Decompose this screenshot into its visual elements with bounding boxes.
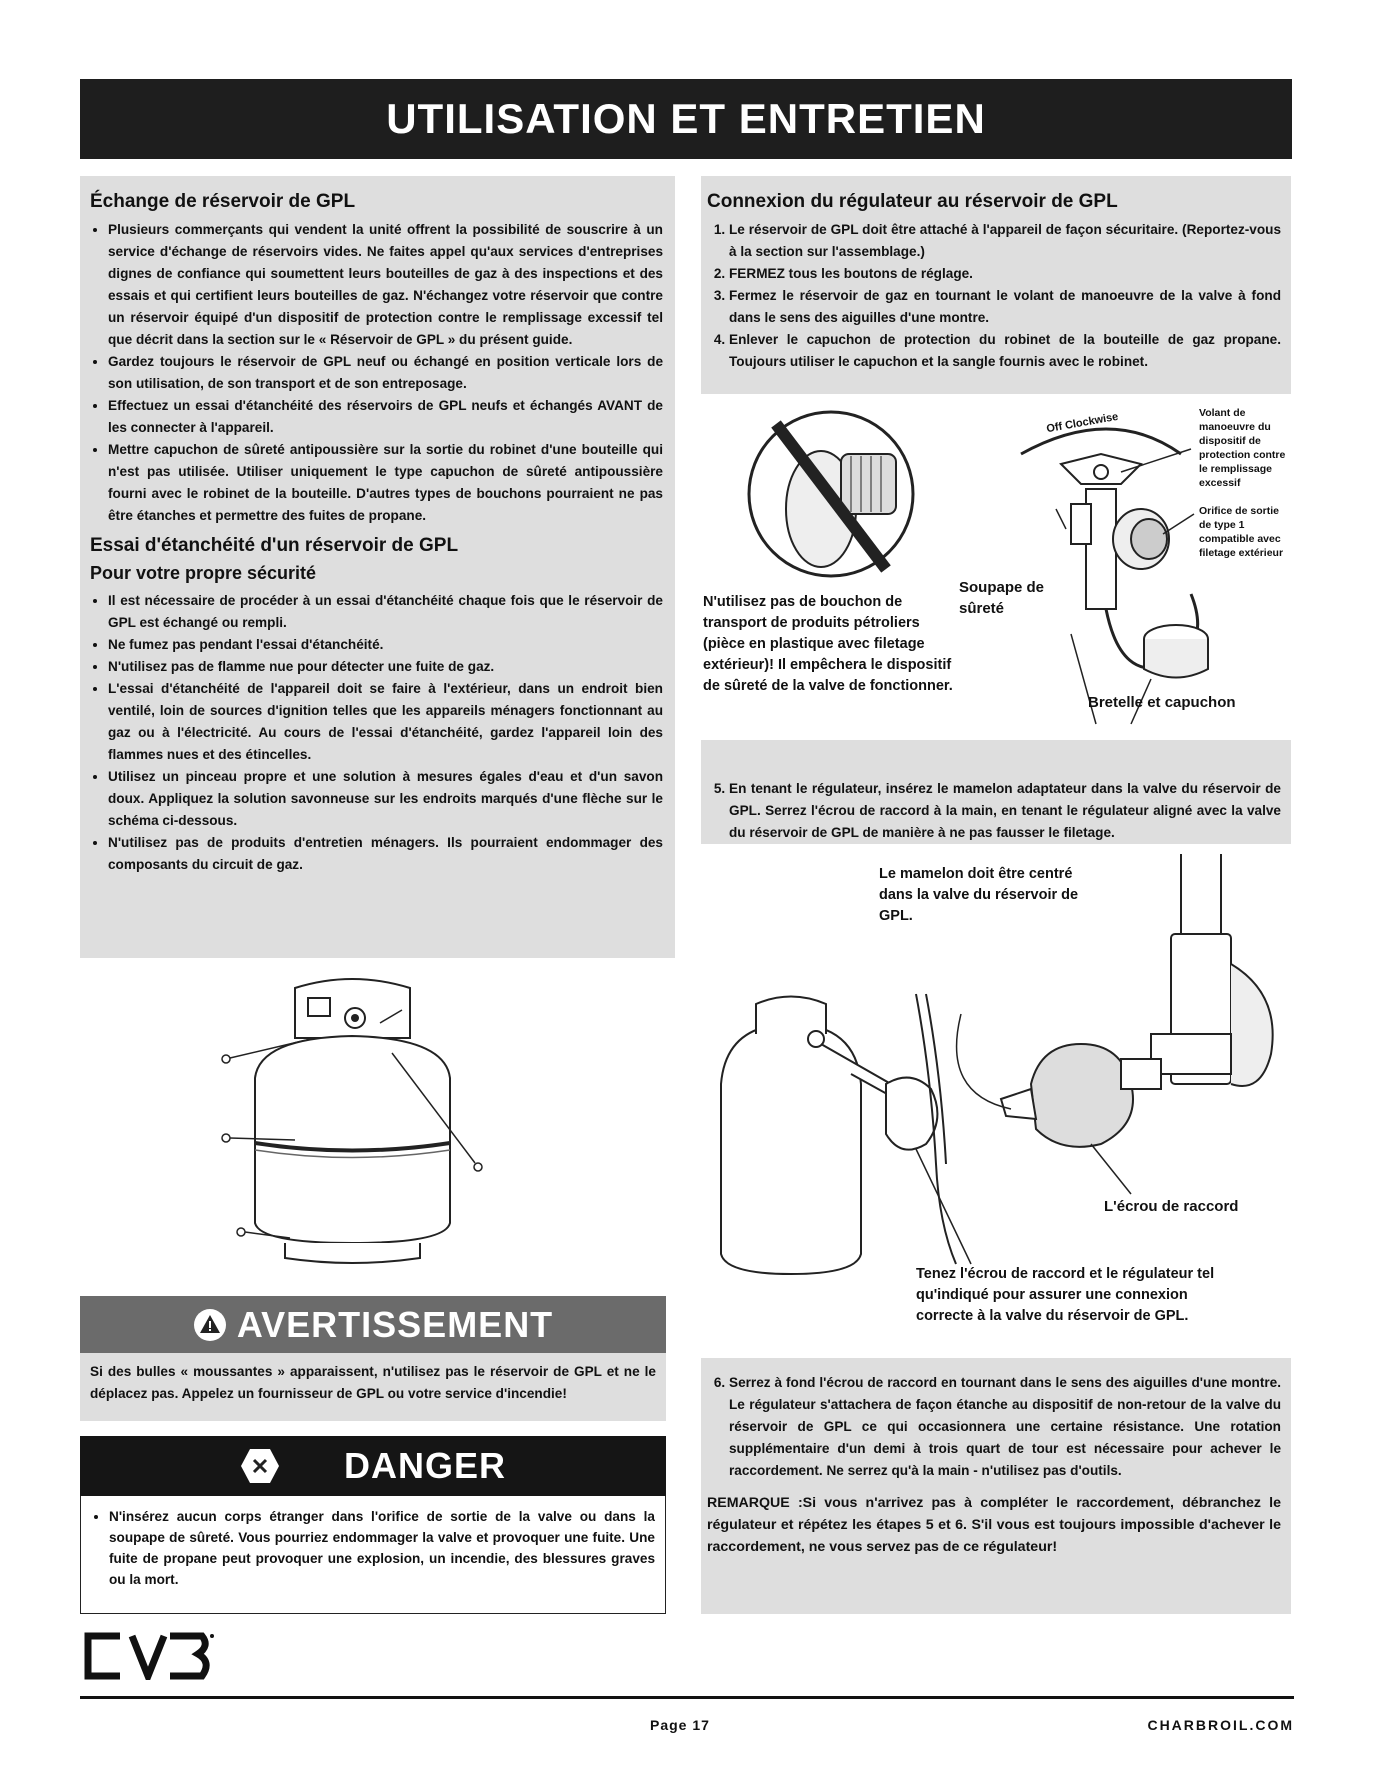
regulator-connection-panel bbox=[701, 176, 1291, 394]
nipple-caption: Le mamelon doit être centré dans la valve du réservoir de GPL. bbox=[879, 866, 1079, 924]
outlet-label: Orifice de sortie de type 1 compatible avec filetage extérieur bbox=[1199, 505, 1284, 559]
off-clockwise-label: Off Clockwise bbox=[1045, 410, 1120, 436]
regulator-figure bbox=[701, 844, 1294, 1358]
warning-icon bbox=[193, 1308, 227, 1342]
danger-banner bbox=[80, 1436, 666, 1496]
step5-list bbox=[707, 778, 1281, 844]
website-link[interactable]: CHARBROIL.COM bbox=[1147, 1717, 1294, 1733]
footer-divider bbox=[80, 1696, 1294, 1699]
list-item: 5. En tenant le régulateur, insérez le mamelon adaptateur dans la valve du réservoir de GPL. Serrez l'écrou de raccord à la main, en tenant le régulateur aligné avec la valve du réservoir de GPL de manière à ne pas fausser le filetage. bbox=[729, 778, 1281, 844]
list-item: • Mettre capuchon de sûreté antipoussière sur la sortie du robinet d'une bouteille qui n'est pas utilisée. Utiliser uniquement le type capuchon de sûreté antipoussière fourni avec le robinet de la bouteille. D'autres types de bouchons pourraient ne pas être étanches et permettre des fuites de propane. bbox=[108, 439, 663, 527]
step6-panel bbox=[701, 1358, 1291, 1614]
list-item: • Gardez toujours le réservoir de GPL neuf ou échangé en position verticale lors de son utilisation, de son transport et de son entreposage. bbox=[108, 351, 663, 395]
brand-logo bbox=[80, 1632, 220, 1680]
list-item: • N'utilisez pas de produits d'entretien ménagers. Ils pourraient endommager des composants du circuit de gaz. bbox=[108, 832, 663, 876]
danger-text: • N'insérez aucun corps étranger dans l'orifice de sortie de la valve ou dans la soupape de sûreté. Vous pourriez endommager la valve et provoquer une fuite. Une fuite de propane peut provoquer une explosion, un incendie, des blessures graves ou la mort. bbox=[109, 1506, 655, 1590]
leak-test-list bbox=[90, 590, 663, 876]
connection-title: Connexion du régulateur au réservoir de GPL bbox=[707, 191, 1118, 212]
remark-text: REMARQUE :Si vous n'arrivez pas à compléter le raccordement, débranchez le régulateur et répétez les étapes 5 et 6. S'il vous est toujours impossible d'achever le raccordement, ne vous servez pas de ce régulateur! bbox=[707, 1495, 1281, 1555]
page-number: Page 17 bbox=[650, 1717, 710, 1733]
list-item: • N'utilisez pas de flamme nue pour détecter une fuite de gaz. bbox=[108, 656, 663, 678]
strap-cap-label: Bretelle et capuchon bbox=[1088, 694, 1236, 711]
list-item: • Effectuez un essai d'étanchéité des réservoirs de GPL neufs et échangés AVANT de les connecter à l'appareil. bbox=[108, 395, 663, 439]
lpg-exchange-panel bbox=[80, 176, 675, 958]
tank-illustration-panel bbox=[80, 958, 675, 1276]
list-item: 4. Enlever le capuchon de protection du robinet de la bouteille de gaz propane. Toujours utiliser le capuchon et la sangle fournis avec le robinet. bbox=[729, 329, 1281, 373]
list-item: • Utilisez un pinceau propre et une solution à mesures égales d'eau et d'un savon doux. Appliquez la solution savonneuse sur les endroits marqués d'une flèche sur le schéma ci-dessous. bbox=[108, 766, 663, 832]
connection-steps bbox=[707, 219, 1281, 373]
list-item: 6. Serrez à fond l'écrou de raccord en tournant dans le sens des aiguilles d'une montre. Le régulateur s'attachera de façon étanche au dispositif de non-retour de la valve du réservoir de GPL ce qui occasionnera une certaine résistance. Une rotation supplémentaire d'un demi à trois quart de tour est nécessaire pour achever le raccordement. Ne serrez qu'à la main - n'utilisez pas d'outils. bbox=[729, 1372, 1281, 1482]
danger-icon bbox=[240, 1446, 280, 1486]
hold-caption: Tenez l'écrou de raccord et le régulateur tel qu'indiqué pour assurer une connexion correcte à la valve du réservoir de GPL. bbox=[916, 1266, 1215, 1324]
warning-label: AVERTISSEMENT bbox=[236, 1303, 554, 1345]
step5-panel bbox=[701, 740, 1291, 844]
warning-text-box bbox=[80, 1353, 666, 1421]
list-item: 2. FERMEZ tous les boutons de réglage. bbox=[729, 263, 1281, 285]
danger-label: DANGER bbox=[343, 1445, 506, 1486]
propane-tank-illustration bbox=[80, 958, 675, 1276]
list-item: • Il est nécessaire de procéder à un essai d'étanchéité chaque fois que le réservoir de GPL est échangé ou rempli. bbox=[108, 590, 663, 634]
page-title: UTILISATION ET ENTRETIEN bbox=[80, 79, 1292, 159]
handwheel-label: Volant de manoeuvre du dispositif de protection contre le remplissage excessif bbox=[1199, 407, 1286, 489]
no-plug-caption: N'utilisez pas de bouchon de transport de produits pétroliers (pièce en plastique avec filetage extérieur)! Il empêchera le dispositif de sûreté de la valve de fonctionner. bbox=[703, 594, 953, 694]
exchange-title: Échange de réservoir de GPL bbox=[90, 191, 356, 212]
warning-banner bbox=[80, 1296, 666, 1353]
leak-test-subtitle: Pour votre propre sécurité bbox=[90, 563, 317, 583]
danger-list bbox=[91, 1506, 655, 1590]
exchange-list bbox=[90, 219, 663, 527]
danger-text-box bbox=[80, 1496, 666, 1614]
list-item: • Plusieurs commerçants qui vendent la unité offrent la possibilité de souscrire à un service d'échange de réservoirs vides. Ne faites appel qu'aux services d'entreprises dignes de confiance qui soumettent leurs bouteilles de gaz à des inspections et des essais et qui certifient leurs bouteilles de gaz. N'échangez votre réservoir que contre un réservoir équipé d'un dispositif de protection contre le remplissage excessif tel que décrit dans la section sur le « Réservoir de GPL » du présent guide. bbox=[108, 219, 663, 351]
list-item: 3. Fermez le réservoir de gaz en tournant le volant de manoeuvre de la valve à fond dans le sens des aiguilles d'une montre. bbox=[729, 285, 1281, 329]
coupling-nut-label: L'écrou de raccord bbox=[1104, 1198, 1239, 1215]
valve-figure bbox=[701, 394, 1294, 740]
leak-test-title: Essai d'étanchéité d'un réservoir de GPL bbox=[90, 535, 459, 556]
step6-list bbox=[707, 1372, 1281, 1482]
list-item: 1. Le réservoir de GPL doit être attaché à l'appareil de façon sécuritaire. (Reportez-vous à la section sur l'assemblage.) bbox=[729, 219, 1281, 263]
safety-valve-label: Soupape de sûreté bbox=[959, 579, 1045, 617]
list-item: • L'essai d'étanchéité de l'appareil doit se faire à l'extérieur, dans un endroit bien ventilé, loin de sources d'ignition telles que les appareils ménagers fonctionnant au gaz ou à l'électricité. Au cours de l'essai d'étanchéité, gardez l'appareil loin des flammes nues et des étincelles. bbox=[108, 678, 663, 766]
list-item: • Ne fumez pas pendant l'essai d'étanchéité. bbox=[108, 634, 663, 656]
warning-text: Si des bulles « moussantes » apparaissent, n'utilisez pas le réservoir de GPL et ne le déplacez pas. Appelez un fournisseur de GPL ou votre service d'incendie! bbox=[90, 1364, 656, 1401]
